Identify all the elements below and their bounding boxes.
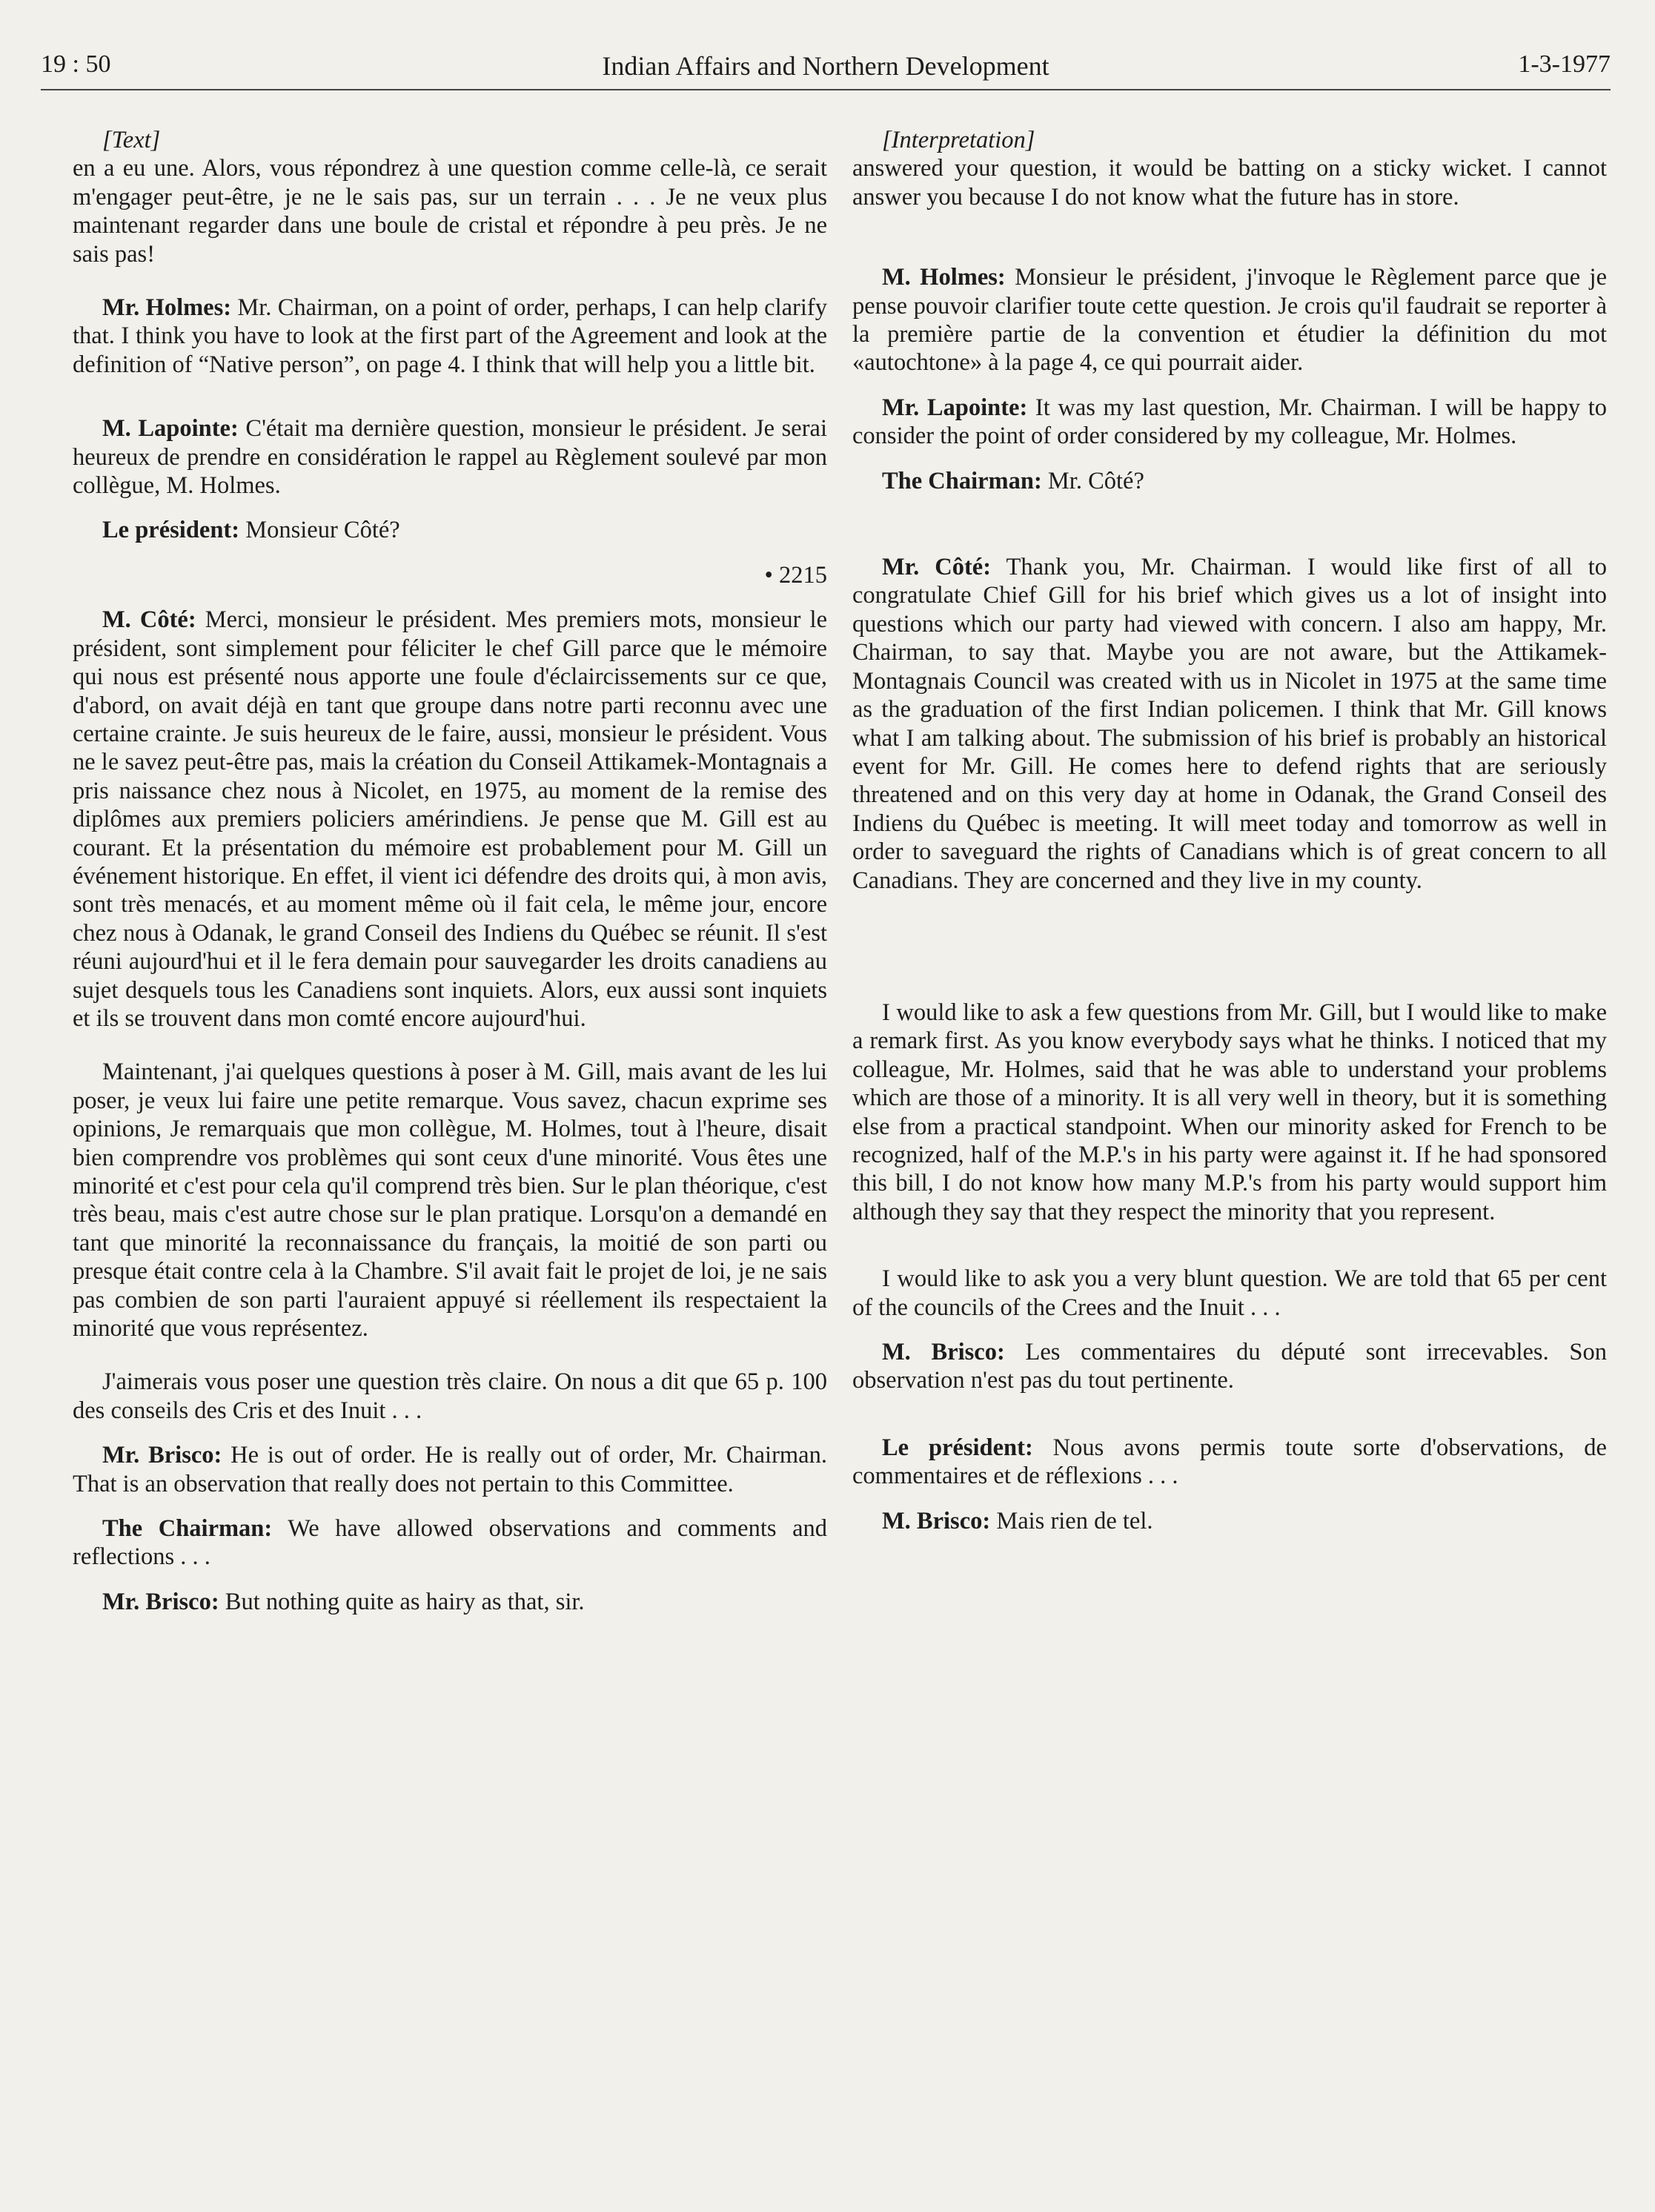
running-title: Indian Affairs and Northern Development (602, 51, 1049, 81)
speaker-name: Mr. Holmes: (102, 294, 232, 322)
speech-text: Mais rien de tel. (990, 1507, 1153, 1534)
speaker-name: Le président: (882, 1434, 1033, 1461)
speaker-name: M. Brisco: (882, 1339, 1005, 1365)
speech-paragraph (852, 553, 1607, 895)
speech-text: Monsieur le président, j'invoque le Règlement parce que je pense pouvoir clarifier toute cette question. Je crois qu'il faudrait se reporter à la première partie de la convention et étudier la définition du mot «autochtone» à la page 4, ce qui pourrait aider. (852, 264, 1607, 377)
speech-paragraph (73, 294, 827, 379)
speech-text: Mr. Chairman, on a point of order, perhaps, I can help clarify that. I think you have to look at the first part of the Agreement and look at the definition of “Native person”, on page 4. I think that will help you a little bit. (73, 294, 827, 378)
speech-text: He is out of order. He is really out of order, Mr. Chairman. That is an observation that really does not pertain to this Committee. (73, 1442, 827, 1497)
speech-paragraph (73, 516, 827, 544)
column-label: [Interpretation] (882, 127, 1035, 153)
speech-text: Thank you, Mr. Chairman. I would like first of all to congratulate Chief Gill for his brief which gives us a lot of insight into questions which our party had viewed with concern. I also am happy, Mr. Chairman, to say that. Maybe you are not aware, but the Attikamek-Montagnais Council was created with us in Nicolet in 1975 at the same time as the graduation of the first Indian policemen. I think that Mr. Gill knows what I am talking about. The submission of his brief is probably an historical event for Mr. Gill. He comes here to defend rights that are seriously threatened and on this very day at home in Odanak, the Grand Conseil des Indiens du Québec is meeting. It will meet today and tomorrow as well in order to saveguard the rights of Canadians which is of great concern to all Canadians. They are concerned and they live in my county. (852, 554, 1607, 894)
speech-paragraph (852, 394, 1607, 451)
speech-text: Mr. Côté? (1041, 467, 1144, 494)
speech-paragraph (73, 414, 827, 500)
speaker-name: Mr. Brisco: (102, 1442, 222, 1469)
speaker-name: Mr. Lapointe: (882, 394, 1028, 421)
paragraph: I would like to ask you a very blunt question. We are told that 65 per cent of the councils of the Crees and the Inuit . . . (852, 1265, 1607, 1321)
speech-paragraph (852, 1507, 1607, 1535)
speech-paragraph (73, 606, 827, 1033)
speech-text: Nous avons permis toute sorte d'observations, de commentaires et de réflexions . . . (852, 1434, 1607, 1490)
speech-text: It was my last question, Mr. Chairman. I will be happy to consider the point of order considered by my colleague, Mr. Holmes. (852, 394, 1607, 450)
left-column (73, 126, 827, 1616)
speech-text: Monsieur Côté? (239, 517, 400, 544)
speech-text: Merci, monsieur le président. Mes premiers mots, monsieur le président, sont simplement pour féliciter le chef Gill parce que le mémoire qui nous est présenté nous apporte une foule d'éclaircissements sur ce que, d'abord, on avait déjà en tant que groupe dans notre parti reconnu avec une certaine crainte. Je suis heureux de le faire, aussi, monsieur le président. Vous ne le savez peut-être pas, mais la création du Conseil Attikamek-Montagnais a pris naissance chez nous à Nicolet, en 1975, au moment de la remise des diplômes aux premiers policiers amérindiens. Je pense que M. Gill est au courant. Et la présentation du mémoire est probablement pour M. Gill un événement historique. En effet, il vient ici défendre des droits qui, à mon avis, sont très menacés, et au moment même où il fait cela, le même jour, encore chez nous à Odanak, le grand Conseil des Indiens du Québec se réunit. Il s'est réuni aujourd'hui et il le fera demain pour sauvegarder les droits canadiens au sujet desquels tous les Canadiens sont inquiets. Alors, eux aussi sont inquiets et ils se trouvent dans mon comté encore aujourd'hui. (73, 606, 828, 1032)
paragraph: J'aimerais vous poser une question très claire. On nous a dit que 65 p. 100 des conseils des Cris et des Inuit . . . (73, 1368, 827, 1424)
speaker-name: Mr. Côté: (882, 554, 992, 581)
time-marker: • 2215 (764, 561, 827, 589)
speaker-name: The Chairman: (102, 1515, 273, 1543)
speaker-name: M. Lapointe: (102, 415, 239, 443)
speech-text: But nothing quite as hairy as that, sir. (219, 1588, 585, 1615)
speech-paragraph (73, 1441, 827, 1498)
speaker-name: M. Holmes: (882, 264, 1006, 291)
speech-paragraph (73, 1514, 827, 1572)
paragraph: answered your question, it would be batting on a sticky wicket. I cannot answer you because I do not know what the future has in store. (852, 155, 1607, 211)
speech-paragraph (852, 467, 1607, 495)
page-header (41, 44, 1611, 90)
right-column (852, 126, 1607, 1535)
page-number: 19 : 50 (41, 50, 111, 78)
speaker-name: Le président: (102, 517, 240, 544)
header-date: 1-3-1977 (1518, 50, 1611, 78)
speech-paragraph (852, 1338, 1607, 1395)
paragraph: I would like to ask a few questions from Mr. Gill, but I would like to make a remark first. As you know everybody says what he thinks. I noticed that my colleague, Mr. Holmes, said that he was able to understand your problems which are those of a minority. It is all very well in theory, but it is something else from a practical standpoint. When our minority asked for French to be recognized, half of the M.P.'s in his party were against it. If he had sponsored this bill, I do not know how many M.P.'s from his party would support him although they say that they respect the minority that you represent. (852, 999, 1607, 1225)
speaker-name: Mr. Brisco: (102, 1588, 219, 1615)
speaker-name: M. Brisco: (882, 1507, 991, 1534)
speaker-name: M. Côté: (102, 606, 196, 634)
speech-paragraph (852, 1434, 1607, 1491)
speech-paragraph (852, 263, 1607, 377)
column-label: [Text] (102, 127, 161, 153)
speech-paragraph (73, 1588, 827, 1616)
paragraph: en a eu une. Alors, vous répondrez à une question comme celle-là, ce serait m'engager peut-être, je ne le sais pas, sur un terrain . . . Je ne veux plus maintenant regarder dans une boule de cristal et répondre à peu près. Je ne sais pas! (73, 155, 827, 268)
speech-text: We have allowed observations and comments and reflections . . . (73, 1515, 827, 1571)
paragraph: Maintenant, j'ai quelques questions à poser à M. Gill, mais avant de les lui poser, je veux lui faire une petite remarque. Vous savez, chacun exprime ses opinions, Je remarquais que mon collègue, M. Holmes, tout à l'heure, disait bien comprendre vos problèmes qui sont ceux d'une minorité. Vous êtes une minorité et c'est pour cela qu'il comprend très bien. Sur le plan théorique, c'est très beau, mais c'est autre chose sur le plan pratique. Lorsqu'on a demandé en tant que minorité la reconnaissance du français, la moitié de son parti ou presque était contre cela à la Chambre. S'il avait fait le projet de loi, je ne sais pas combien de son parti l'auraient appuyé si réellement ils respectaient la minorité que vous représentez. (73, 1059, 827, 1342)
speech-text: Les commentaires du député sont irrecevables. Son observation n'est pas du tout pertinente. (852, 1339, 1607, 1394)
speech-text: C'était ma dernière question, monsieur le président. Je serai heureux de prendre en considération le rappel au Règlement soulevé par mon collègue, M. Holmes. (73, 415, 827, 500)
speaker-name: The Chairman: (882, 467, 1042, 494)
